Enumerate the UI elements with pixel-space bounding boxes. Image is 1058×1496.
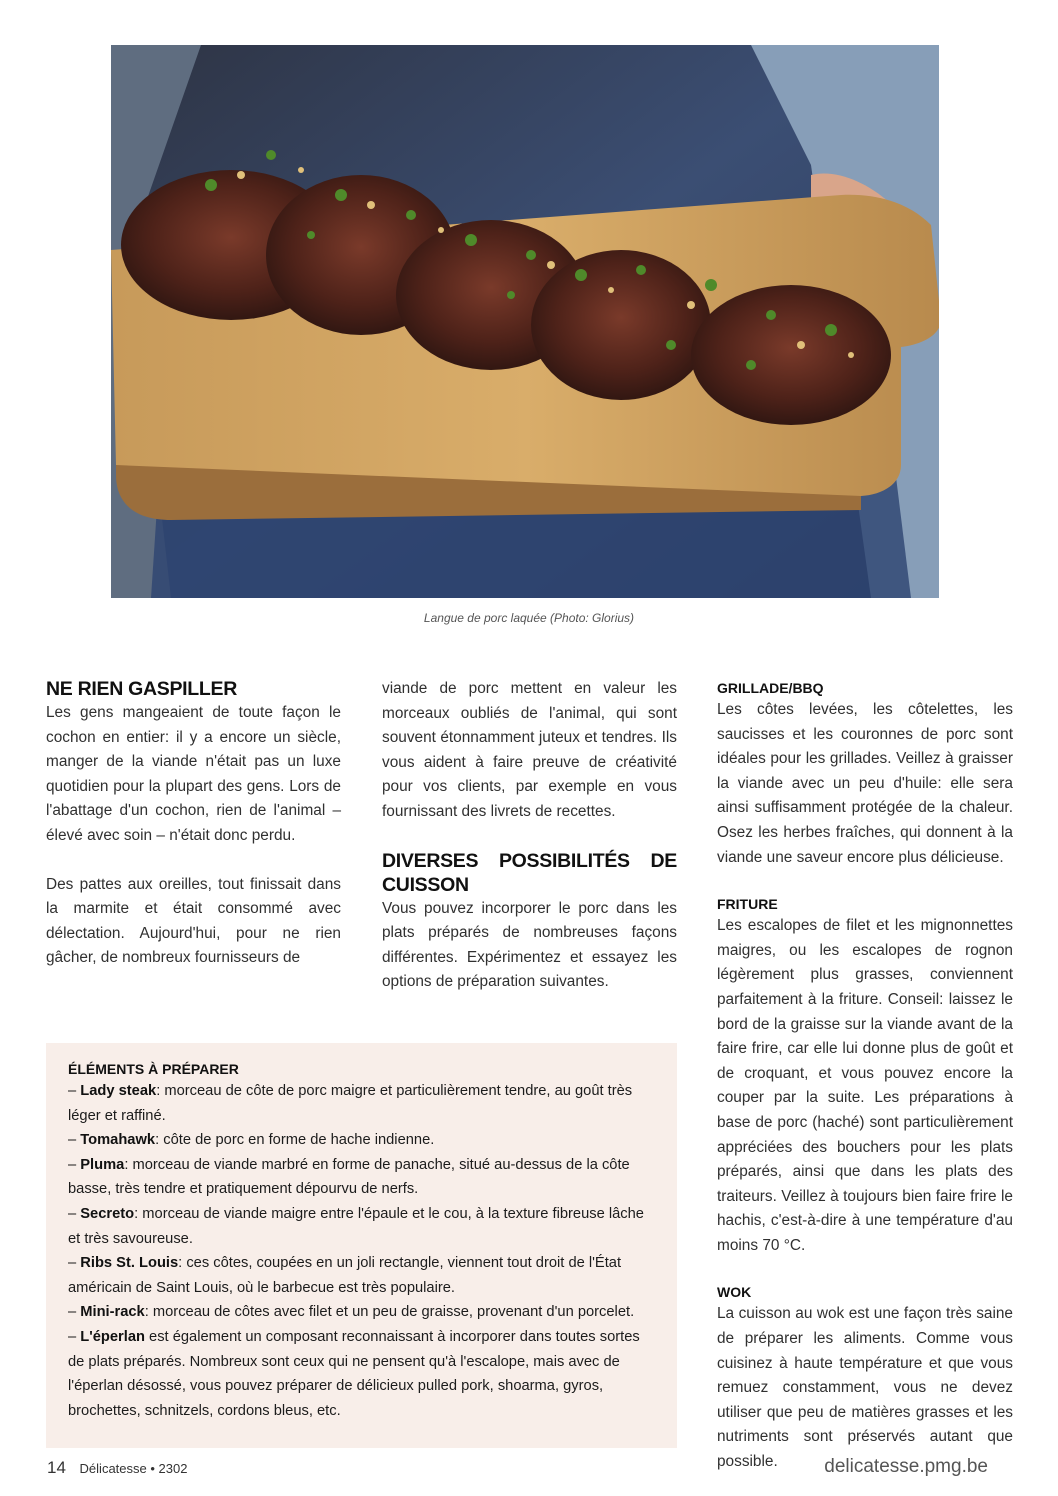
paragraph-wok: La cuisson au wok est une façon très saine de préparer les aliments. Comme vous cuisinez à haute température et que vous remuez constamment, vous ne devez utiliser que peu de matières grasses et les nutriments sont préservés autant que possible. [717, 1305, 1013, 1471]
col2-paragraph-1: viande de porc mettent en valeur les morceaux oubliés de l'animal, qui sont souvent étonnamment juteux et tendres. Ils vous aident à faire preuve de créativité pour vos clients, par exemple en vous fournissant des livrets de recettes. [382, 680, 677, 820]
elements-a-preparer-box [46, 1043, 677, 1448]
website-link[interactable]: delicatesse.pmg.be [824, 1456, 988, 1477]
list-item: – L'éperlan est également un composant reconnaissant à incorporer dans toutes sortes de plats préparés. Nombreux sont ceux qui ne pensent qu'à l'escalope, mais avec de l'éperlan désossé, vous pouvez préparer de délicieux pulled pork, shoarma, gyros, brochettes, schnitzels, cordons bleus, etc. [68, 1328, 640, 1419]
col1-paragraph-1: Les gens mangeaient de toute façon le cochon en entier: il y a encore un siècle, manger de la viande n'était pas un luxe quotidien pour la plupart des gens. Lors de l'abattage d'un cochon, rien de l'animal – élevé avec soin – n'était donc perdu. [46, 704, 341, 844]
heading-grillade-bbq: GRILLADE/BBQ [717, 680, 824, 696]
box-heading: ÉLÉMENTS À PRÉPARER [68, 1061, 239, 1077]
box-content [68, 1059, 654, 1423]
heading-wok: WOK [717, 1284, 752, 1301]
photo-illustration [111, 45, 939, 598]
list-item: – Tomahawk: côte de porc en forme de hache indienne. [68, 1132, 435, 1149]
photo-caption: Langue de porc laquée (Photo: Glorius) [423, 611, 635, 625]
paragraph-friture: Les escalopes de filet et les mignonnettes maigres, ou les escalopes de rognon légèrement plus grasses, conviennent parfaitement à la friture. Conseil: laissez le bord de la graisse sur la viande avant de la faire frire, car elle lui donne plus de goût et de croquant, et vous pouvez encore la couper par la suite. Les préparations à base de porc (haché) sont particulièrement appréciées des bouchers pour les plats préparés, ainsi que dans les plats des traiteurs. Veillez à toujours bien faire frire le hachis, c'est-à-dire à une température d'au moins 70 °C. [717, 917, 1013, 1254]
footer-left [47, 1458, 187, 1478]
column-1 [46, 677, 341, 971]
col2-paragraph-2: Vous pouvez incorporer le porc dans les plats préparés de nombreuses façons différentes. Expérimentez et essayez les options de préparation suivantes. [382, 899, 677, 991]
list-item: – Pluma: morceau de viande marbré en forme de panache, situé au-dessus de la côte basse, très tendre et pratiquement dépourvu de nerfs. [68, 1156, 630, 1198]
hero-photo [111, 45, 939, 598]
col1-paragraph-2: Des pattes aux oreilles, tout finissait dans la marmite et était consommé avec délectation. Aujourd'hui, pour ne rien gâcher, de nombreux fournisseurs de [46, 875, 341, 967]
heading-friture: FRITURE [717, 896, 778, 913]
column-2 [382, 677, 677, 995]
paragraph-grillade: Les côtes levées, les côtelettes, les saucisses et les couronnes de porc sont idéales pour les grillades. Veillez à graisser la viande avec un peu d'huile: elle sera ainsi suffisamment protégée de la chaleur. Osez les herbes fraîches, qui donnent à la viande une saveur encore plus délicieuse. [717, 701, 1013, 866]
list-item: – Secreto: morceau de viande maigre entre l'épaule et le cou, à la texture fibreuse lâche et très savoureuse. [68, 1205, 644, 1247]
magazine-issue: Délicatesse • 2302 [79, 1461, 188, 1476]
page-number: 14 [47, 1458, 66, 1477]
heading-ne-rien-gaspiller: NE RIEN GASPILLER [46, 678, 238, 700]
column-3 [717, 678, 1013, 1475]
heading-diverses-possibilites: DIVERSES POSSIBILITÉS DE CUISSON [382, 849, 677, 896]
list-item: – Ribs St. Louis: ces côtes, coupées en un joli rectangle, viennent tout droit de l'État américain de Saint Louis, où le barbecue est très populaire. [68, 1255, 622, 1296]
list-item: – Mini-rack: morceau de côtes avec filet et un peu de graisse, provenant d'un porcelet. [68, 1304, 635, 1321]
list-item: – Lady steak: morceau de côte de porc maigre et particulièrement tendre, au goût très léger et raffiné. [68, 1083, 633, 1124]
